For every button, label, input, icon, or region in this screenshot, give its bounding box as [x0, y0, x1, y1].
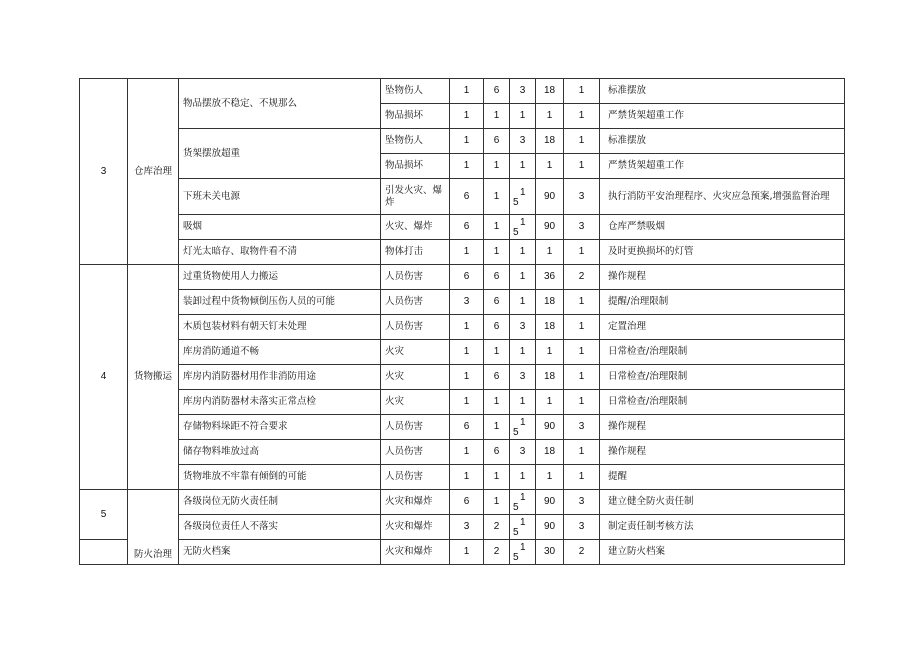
c-cell: 3	[510, 129, 536, 154]
d-cell: 90	[536, 490, 564, 515]
c-cell: 1	[510, 104, 536, 129]
table-row	[80, 390, 845, 415]
c-cell: 3	[510, 440, 536, 465]
table-row	[80, 215, 845, 240]
e-cell: 1	[484, 179, 510, 215]
c-value-top: 1	[520, 217, 526, 228]
l-cell: 1	[450, 390, 484, 415]
l-cell: 1	[450, 365, 484, 390]
level-cell: 2	[564, 540, 600, 565]
measure-cell: 严禁货架超重工作	[600, 104, 845, 129]
risk-cell: 人员伤害	[381, 465, 450, 490]
c-cell	[510, 415, 536, 440]
level-cell: 1	[564, 129, 600, 154]
risk-cell: 物品损坏	[381, 154, 450, 179]
table-row	[80, 315, 845, 340]
measure-cell: 建立防火档案	[600, 540, 845, 565]
level-cell: 3	[564, 515, 600, 540]
l-cell: 3	[450, 290, 484, 315]
c-value-top: 1	[520, 492, 526, 503]
measure-cell: 仓库严禁吸烟	[600, 215, 845, 240]
l-cell: 1	[450, 465, 484, 490]
d-cell: 18	[536, 315, 564, 340]
l-cell: 6	[450, 179, 484, 215]
risk-cell: 坠物伤人	[381, 79, 450, 104]
hazard-cell: 存储物料垛距不符合要求	[179, 415, 381, 440]
e-cell: 6	[484, 79, 510, 104]
e-cell: 1	[484, 215, 510, 240]
hazard-cell: 库房内消防器材未落实正常点检	[179, 390, 381, 415]
d-cell: 1	[536, 104, 564, 129]
hazard-cell: 货物堆放不牢靠有倾倒的可能	[179, 465, 381, 490]
l-cell: 6	[450, 215, 484, 240]
table-row	[80, 540, 845, 565]
c-cell: 1	[510, 154, 536, 179]
d-cell: 90	[536, 515, 564, 540]
c-cell: 1	[510, 340, 536, 365]
d-cell: 1	[536, 390, 564, 415]
d-cell: 18	[536, 440, 564, 465]
c-cell: 3	[510, 365, 536, 390]
c-cell: 3	[510, 315, 536, 340]
risk-cell: 人员伤害	[381, 315, 450, 340]
hazard-cell: 各级岗位无防火责任制	[179, 490, 381, 515]
e-cell: 1	[484, 415, 510, 440]
level-cell: 2	[564, 265, 600, 290]
table-row	[80, 490, 845, 515]
risk-cell: 火灾	[381, 365, 450, 390]
level-cell: 1	[564, 290, 600, 315]
risk-cell: 坠物伤人	[381, 129, 450, 154]
e-cell: 6	[484, 290, 510, 315]
risk-cell: 人员伤害	[381, 415, 450, 440]
e-cell: 6	[484, 129, 510, 154]
section-category: 防火治理	[128, 490, 179, 565]
e-cell: 6	[484, 440, 510, 465]
measure-cell: 执行消防平安治理程序、火灾应急预案,增强监督治理	[600, 179, 845, 215]
section-category: 仓库治理	[128, 79, 179, 265]
c-value-bottom: 5	[513, 527, 519, 538]
c-cell: 1	[510, 265, 536, 290]
d-cell: 18	[536, 79, 564, 104]
table-row	[80, 515, 845, 540]
hazard-cell: 库房内消防器材用作非消防用途	[179, 365, 381, 390]
level-cell: 3	[564, 179, 600, 215]
hazard-cell: 货架摆放超重	[179, 129, 381, 179]
c-cell	[510, 515, 536, 540]
c-cell: 1	[510, 390, 536, 415]
section-category: 货物搬运	[128, 265, 179, 490]
e-cell: 1	[484, 240, 510, 265]
level-cell: 1	[564, 390, 600, 415]
risk-cell: 火灾	[381, 390, 450, 415]
e-cell: 6	[484, 265, 510, 290]
risk-cell: 火灾和爆炸	[381, 540, 450, 565]
level-cell: 1	[564, 154, 600, 179]
level-cell: 1	[564, 240, 600, 265]
c-value-bottom: 5	[513, 227, 519, 238]
level-cell: 3	[564, 415, 600, 440]
level-cell: 1	[564, 440, 600, 465]
c-value-top: 1	[520, 186, 526, 198]
hazard-cell: 物品摆放不稳定、不规那么	[179, 79, 381, 129]
e-cell: 1	[484, 465, 510, 490]
measure-cell: 操作规程	[600, 440, 845, 465]
table-row	[80, 179, 845, 215]
e-cell: 2	[484, 540, 510, 565]
d-cell: 30	[536, 540, 564, 565]
l-cell: 1	[450, 340, 484, 365]
measure-cell: 操作规程	[600, 415, 845, 440]
level-cell: 1	[564, 365, 600, 390]
section-index: 3	[80, 79, 128, 265]
measure-cell: 日常检查/治理限制	[600, 365, 845, 390]
c-cell: 1	[510, 240, 536, 265]
l-cell: 1	[450, 154, 484, 179]
l-cell: 1	[450, 104, 484, 129]
d-cell: 90	[536, 215, 564, 240]
section-index: 5	[80, 490, 128, 540]
risk-assessment-table	[79, 78, 845, 565]
measure-cell: 提醒/治理限制	[600, 290, 845, 315]
c-value-top: 1	[520, 542, 526, 553]
risk-cell: 人员伤害	[381, 440, 450, 465]
hazard-cell: 过重货物使用人力搬运	[179, 265, 381, 290]
risk-cell: 火灾和爆炸	[381, 515, 450, 540]
table-row	[80, 240, 845, 265]
l-cell: 1	[450, 240, 484, 265]
e-cell: 1	[484, 490, 510, 515]
c-cell	[510, 215, 536, 240]
hazard-cell: 库房消防通道不畅	[179, 340, 381, 365]
e-cell: 1	[484, 340, 510, 365]
l-cell: 6	[450, 265, 484, 290]
c-cell: 3	[510, 79, 536, 104]
hazard-cell: 各级岗位责任人不落实	[179, 515, 381, 540]
e-cell: 6	[484, 365, 510, 390]
risk-cell: 引发火灾、爆炸	[381, 179, 450, 215]
l-cell: 6	[450, 415, 484, 440]
c-cell: 1	[510, 290, 536, 315]
hazard-cell: 木质包装材料有朝天钉未处理	[179, 315, 381, 340]
d-cell: 1	[536, 340, 564, 365]
e-cell: 1	[484, 390, 510, 415]
table-row	[80, 290, 845, 315]
measure-cell: 建立健全防火责任制	[600, 490, 845, 515]
hazard-cell: 下班未关电源	[179, 179, 381, 215]
measure-cell: 标准摆放	[600, 129, 845, 154]
l-cell: 3	[450, 515, 484, 540]
hazard-cell: 吸烟	[179, 215, 381, 240]
table-row	[80, 415, 845, 440]
risk-cell: 人员伤害	[381, 290, 450, 315]
e-cell: 6	[484, 315, 510, 340]
level-cell: 1	[564, 79, 600, 104]
level-cell: 1	[564, 315, 600, 340]
measure-cell: 提醒	[600, 465, 845, 490]
e-cell: 1	[484, 104, 510, 129]
l-cell: 1	[450, 540, 484, 565]
c-value-bottom: 5	[513, 427, 519, 438]
c-cell: 1	[510, 465, 536, 490]
hazard-cell: 无防火档案	[179, 540, 381, 565]
measure-cell: 日常检查/治理限制	[600, 390, 845, 415]
table-row	[80, 465, 845, 490]
level-cell: 1	[564, 340, 600, 365]
section-index: 4	[80, 265, 128, 490]
level-cell: 1	[564, 104, 600, 129]
d-cell: 1	[536, 240, 564, 265]
c-cell	[510, 490, 536, 515]
table-row	[80, 440, 845, 465]
measure-cell: 定置治理	[600, 315, 845, 340]
measure-cell: 严禁货架超重工作	[600, 154, 845, 179]
d-cell: 90	[536, 179, 564, 215]
d-cell: 36	[536, 265, 564, 290]
level-cell: 1	[564, 465, 600, 490]
measure-cell: 标准摆放	[600, 79, 845, 104]
c-value-top: 1	[520, 517, 526, 528]
risk-cell: 物品损坏	[381, 104, 450, 129]
c-value-bottom: 5	[513, 196, 519, 208]
risk-cell: 人员伤害	[381, 265, 450, 290]
l-cell: 1	[450, 129, 484, 154]
measure-cell: 及时更换损坏的灯管	[600, 240, 845, 265]
d-cell: 90	[536, 415, 564, 440]
d-cell: 1	[536, 154, 564, 179]
risk-cell: 物体打击	[381, 240, 450, 265]
c-cell	[510, 540, 536, 565]
l-cell: 6	[450, 490, 484, 515]
d-cell: 18	[536, 129, 564, 154]
measure-cell: 日常检查/治理限制	[600, 340, 845, 365]
measure-cell: 操作规程	[600, 265, 845, 290]
c-value-bottom: 5	[513, 552, 519, 563]
table-row	[80, 129, 845, 154]
risk-cell: 火灾	[381, 340, 450, 365]
d-cell: 1	[536, 465, 564, 490]
risk-cell: 火灾、爆炸	[381, 215, 450, 240]
measure-cell: 制定责任制考核方法	[600, 515, 845, 540]
d-cell: 18	[536, 290, 564, 315]
level-cell: 3	[564, 215, 600, 240]
table-row	[80, 365, 845, 390]
d-cell: 18	[536, 365, 564, 390]
table-row	[80, 79, 845, 104]
c-value-bottom: 5	[513, 502, 519, 513]
hazard-cell: 储存物料堆放过高	[179, 440, 381, 465]
l-cell: 1	[450, 440, 484, 465]
risk-cell: 火灾和爆炸	[381, 490, 450, 515]
level-cell: 3	[564, 490, 600, 515]
l-cell: 1	[450, 315, 484, 340]
hazard-cell: 装卸过程中货物倾倒压伤人员的可能	[179, 290, 381, 315]
section-index-empty	[80, 540, 128, 565]
e-cell: 2	[484, 515, 510, 540]
l-cell: 1	[450, 79, 484, 104]
c-cell	[510, 179, 536, 215]
table-row	[80, 340, 845, 365]
e-cell: 1	[484, 154, 510, 179]
c-value-top: 1	[520, 417, 526, 428]
hazard-cell: 灯光太暗存、取物件看不清	[179, 240, 381, 265]
table-row	[80, 265, 845, 290]
